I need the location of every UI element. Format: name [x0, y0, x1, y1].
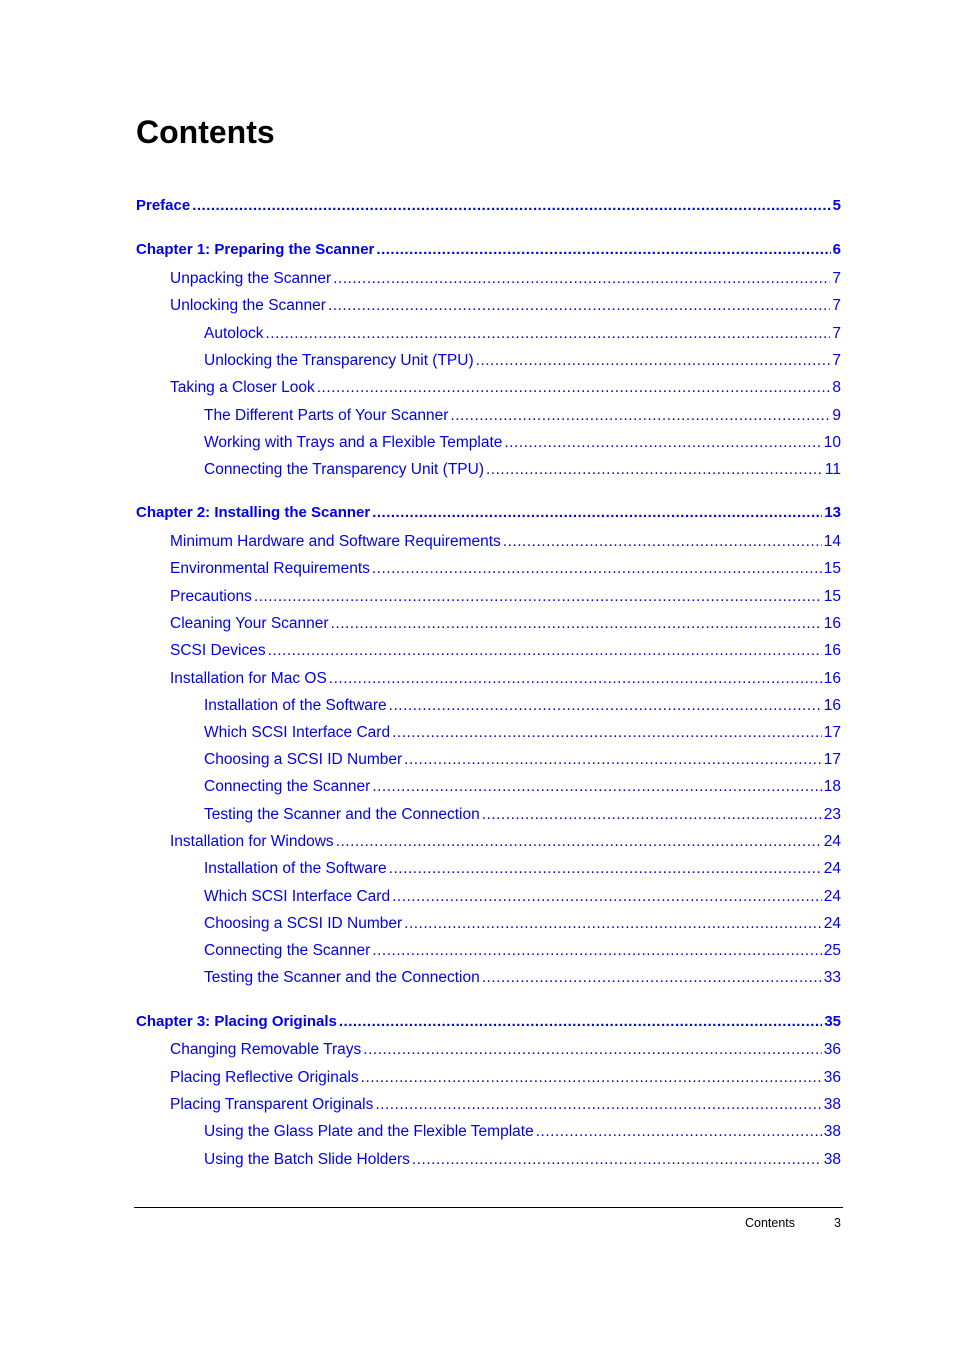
- toc-entry-label: Testing the Scanner and the Connection: [204, 806, 480, 823]
- toc-entry-label: SCSI Devices: [170, 642, 266, 659]
- toc-entry-page: 7: [832, 297, 841, 314]
- toc-entry-page: 17: [823, 751, 841, 768]
- toc-entry-label: Using the Glass Plate and the Flexible Template: [204, 1123, 534, 1140]
- toc-dot-leader: [363, 1039, 821, 1061]
- toc-dot-leader: [254, 586, 822, 608]
- toc-entry[interactable]: [204, 1149, 841, 1171]
- toc-entry[interactable]: [204, 432, 841, 454]
- toc-entry[interactable]: [170, 558, 841, 580]
- toc-entry[interactable]: [204, 722, 841, 744]
- toc-dot-leader: [361, 1067, 822, 1089]
- toc-entry-label: Which SCSI Interface Card: [204, 724, 391, 741]
- toc-dot-leader: [372, 776, 821, 798]
- toc-entry[interactable]: [136, 195, 841, 217]
- toc-entry-label: Cleaning Your Scanner: [170, 615, 329, 632]
- toc-entry-label: Changing Removable Trays: [170, 1041, 362, 1058]
- toc-entry-page: 16: [823, 642, 841, 659]
- toc-entry-label: Installation for Windows: [170, 833, 334, 850]
- toc-entry[interactable]: [170, 1067, 841, 1089]
- toc-entry-label: Chapter 1: Preparing the Scanner: [136, 241, 375, 258]
- toc-dot-leader: [375, 1094, 821, 1116]
- toc-entry[interactable]: [170, 295, 841, 317]
- toc-entry[interactable]: [170, 1039, 841, 1061]
- footer-divider: [134, 1207, 843, 1208]
- toc-dot-leader: [328, 295, 830, 317]
- toc-entry-page: 16: [823, 615, 841, 632]
- toc-dot-leader: [536, 1121, 822, 1143]
- page-title: Contents: [136, 114, 275, 150]
- toc-entry-label: Chapter 3: Placing Originals: [136, 1013, 337, 1030]
- toc-dot-leader: [389, 695, 822, 717]
- toc-entry-label: Connecting the Scanner: [204, 778, 371, 795]
- toc-entry-page: 16: [823, 697, 841, 714]
- toc-dot-leader: [265, 323, 830, 345]
- toc-entry-page: 24: [823, 915, 841, 932]
- toc-entry-label: Working with Trays and a Flexible Template: [204, 434, 503, 451]
- toc-entry[interactable]: [204, 913, 841, 935]
- toc-dot-leader: [372, 502, 822, 524]
- toc-dot-leader: [404, 749, 822, 771]
- toc-entry-page: 15: [823, 560, 841, 577]
- toc-entry-page: 7: [832, 325, 841, 342]
- toc-entry-page: 25: [823, 942, 841, 959]
- toc-entry[interactable]: [170, 640, 841, 662]
- toc-entry-label: Connecting the Scanner: [204, 942, 371, 959]
- toc-dot-leader: [372, 558, 822, 580]
- toc-dot-leader: [412, 1149, 822, 1171]
- toc-entry-label: Testing the Scanner and the Connection: [204, 969, 480, 986]
- toc-entry-page: 7: [832, 270, 841, 287]
- toc-dot-leader: [482, 804, 822, 826]
- toc-entry[interactable]: [204, 886, 841, 908]
- toc-entry-page: 15: [823, 588, 841, 605]
- toc-entry-label: Choosing a SCSI ID Number: [204, 751, 403, 768]
- toc-entry[interactable]: [204, 804, 841, 826]
- toc-entry[interactable]: [170, 831, 841, 853]
- toc-entry[interactable]: [170, 586, 841, 608]
- toc-entry-label: Connecting the Transparency Unit (TPU): [204, 461, 484, 478]
- toc-entry-label: Unpacking the Scanner: [170, 270, 332, 287]
- toc-entry[interactable]: [204, 967, 841, 989]
- toc-entry-page: 38: [823, 1123, 841, 1140]
- toc-dot-leader: [333, 268, 830, 290]
- toc-entry-label: Installation of the Software: [204, 860, 387, 877]
- toc-dot-leader: [331, 613, 822, 635]
- toc-dot-leader: [376, 239, 830, 261]
- toc-entry-page: 33: [823, 969, 841, 986]
- toc-entry-page: 6: [832, 241, 841, 258]
- toc-entry[interactable]: [204, 459, 841, 481]
- toc-entry[interactable]: [204, 323, 841, 345]
- toc-entry-page: 24: [823, 833, 841, 850]
- toc-entry-label: Autolock: [204, 325, 264, 342]
- toc-dot-leader: [392, 722, 822, 744]
- footer-section-label: Contents: [745, 1216, 796, 1230]
- toc-entry[interactable]: [136, 1011, 841, 1033]
- toc-entry[interactable]: [204, 858, 841, 880]
- toc-entry-label: Unlocking the Scanner: [170, 297, 326, 314]
- toc-entry[interactable]: [204, 695, 841, 717]
- toc-entry[interactable]: [170, 1094, 841, 1116]
- toc-entry-page: 17: [823, 724, 841, 741]
- toc-entry-label: Unlocking the Transparency Unit (TPU): [204, 352, 474, 369]
- toc-entry-page: 24: [823, 888, 841, 905]
- toc-entry[interactable]: [136, 502, 841, 524]
- toc-entry-label: Chapter 2: Installing the Scanner: [136, 504, 371, 521]
- toc-entry-label: Precautions: [170, 588, 252, 605]
- toc-entry[interactable]: [170, 613, 841, 635]
- toc-entry-page: 11: [824, 461, 841, 478]
- toc-entry-label: Preface: [136, 197, 191, 214]
- toc-entry-page: 7: [832, 352, 841, 369]
- toc-entry-page: 35: [824, 1013, 841, 1030]
- toc-entry[interactable]: [136, 239, 841, 261]
- toc-entry-page: 38: [823, 1151, 841, 1168]
- toc-entry[interactable]: [204, 350, 841, 372]
- toc-entry-label: Installation of the Software: [204, 697, 387, 714]
- footer-page-number: 3: [834, 1216, 841, 1230]
- toc-entry[interactable]: [204, 405, 841, 427]
- toc-dot-leader: [336, 831, 822, 853]
- toc-entry-page: 36: [823, 1069, 841, 1086]
- toc-dot-leader: [476, 350, 831, 372]
- toc-entry-page: 10: [823, 434, 841, 451]
- toc-entry[interactable]: [204, 1121, 841, 1143]
- toc-entry-page: 36: [823, 1041, 841, 1058]
- toc-entry-page: 5: [832, 197, 841, 214]
- toc-dot-leader: [486, 459, 823, 481]
- toc-entry[interactable]: [170, 668, 841, 690]
- toc-entry-page: 16: [823, 670, 841, 687]
- toc-entry-page: 8: [832, 379, 841, 396]
- toc-entry-label: Using the Batch Slide Holders: [204, 1151, 410, 1168]
- toc-dot-leader: [392, 886, 822, 908]
- toc-entry-label: Choosing a SCSI ID Number: [204, 915, 403, 932]
- toc-entry-label: Installation for Mac OS: [170, 670, 327, 687]
- toc-dot-leader: [404, 913, 822, 935]
- toc-entry-page: 24: [823, 860, 841, 877]
- toc-entry-page: 13: [824, 504, 841, 521]
- toc-entry-page: 23: [823, 806, 841, 823]
- toc-entry[interactable]: [204, 749, 841, 771]
- toc-dot-leader: [339, 1011, 822, 1033]
- toc-dot-leader: [504, 432, 821, 454]
- toc-entry-label: Placing Reflective Originals: [170, 1069, 359, 1086]
- toc-dot-leader: [503, 531, 822, 553]
- toc-entry-label: Taking a Closer Look: [170, 379, 315, 396]
- toc-dot-leader: [329, 668, 822, 690]
- toc-entry[interactable]: [170, 377, 841, 399]
- toc-dot-leader: [372, 940, 821, 962]
- toc-entry-label: Which SCSI Interface Card: [204, 888, 391, 905]
- toc-entry[interactable]: [204, 940, 841, 962]
- toc-dot-leader: [192, 195, 830, 217]
- toc-entry-page: 38: [823, 1096, 841, 1113]
- toc-entry-label: The Different Parts of Your Scanner: [204, 407, 449, 424]
- toc-dot-leader: [450, 405, 830, 427]
- toc-entry-page: 9: [832, 407, 841, 424]
- toc-entry[interactable]: [170, 268, 841, 290]
- toc-entry-label: Minimum Hardware and Software Requirements: [170, 533, 501, 550]
- toc-entry-label: Placing Transparent Originals: [170, 1096, 374, 1113]
- toc-entry-page: 14: [823, 533, 841, 550]
- toc-dot-leader: [317, 377, 831, 399]
- toc-entry[interactable]: [204, 776, 841, 798]
- toc-entry-label: Environmental Requirements: [170, 560, 370, 577]
- toc-entry[interactable]: [170, 531, 841, 553]
- toc-dot-leader: [268, 640, 822, 662]
- toc-dot-leader: [482, 967, 822, 989]
- toc-dot-leader: [389, 858, 822, 880]
- toc-entry-page: 18: [823, 778, 841, 795]
